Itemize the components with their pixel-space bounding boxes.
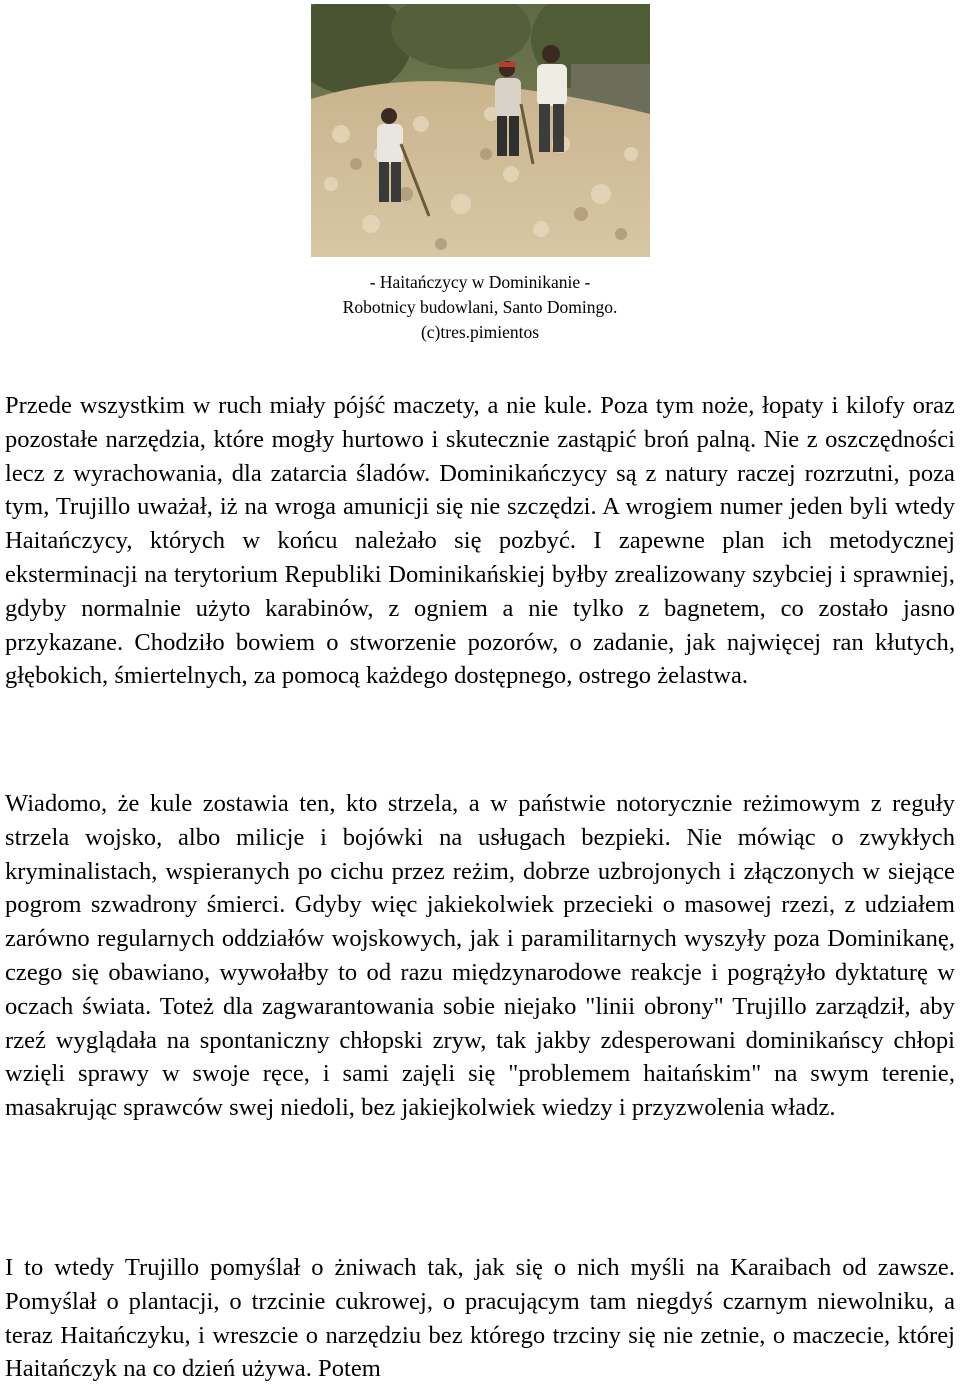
caption-credit: (c)tres.pimientos [420,322,540,342]
article-body [5,389,955,1389]
paragraph-1: Przede wszystkim w ruch miały pójść maczety, a nie kule. Poza tym noże, łopaty i kilofy oraz pozostałe narzędzia, które mogły hurtowo i skutecznie zastąpić broń palną. Nie z oszczędności lecz z wyrachowania, dla zatarcia śladów. Dominikańczycy są z natury raczej rozrzutni, poza tym, Trujillo uważał, iż na wroga amunicji się nie szczędzi. A wrogiem numer jeden byli wtedy Haitańczycy, których w końcu należało się pozbyć. I zapewne plan ich metodycznej eksterminacji na terytorium Republiki Dominikańskiej byłby zrealizowany szybciej i sprawniej, gdyby normalnie użyto karabinów, z ogniem a nie tylko z bagnetem, co zostało jasno przykazane. Chodziło bowiem o stworzenie pozorów, o zadanie, jak najwięcej ran kłutych, głębokich, śmiertelnych, za pomocą każdego dostępnego, ostrego żelastwa. [5,392,955,690]
caption-title: - Haitańczycy w Dominikanie - [369,272,591,292]
photo-caption [0,270,960,345]
construction-workers-photo [311,4,650,257]
paragraph-2: Wiadomo, że kule zostawia ten, kto strzela, a w państwie notorycznie reżimowym z reguły strzela wojsko, albo milicje i bojówki na usługach bezpieki. Nie mówiąc o zwykłych kryminalistach, wspieranych po cichu przez reżim, dobrze uzbrojonych i złączonych w siejące pogrom szwadrony śmierci. Gdyby więc jakiekolwiek przecieki o masowej rzezi, z udziałem zarówno regularnych oddziałów wojskowych, jak i paramilitarnych wyszyły poza Dominikanę, czego się obawiano, wywołałby to od razu międzynarodowe reakcje i pogrążyło dyktaturę w oczach świata. Toteż dla zagwarantowania sobie niejako "linii obrony" Trujillo zarządził, aby rzeź wyglądała na spontaniczny chłopski zryw, tak jakby zdesperowani dominikańscy chłopi wzięli sprawy w swoje ręce, i sami zajęli się "problemem haitańskim" na swym terenie, masakrując sprawców swej niedoli, bez jakiejkolwiek wiedzy i przyzwolenia władz. [5,790,955,1122]
paragraph-3: I to wtedy Trujillo pomyślał o żniwach tak, jak się o nich myśli na Karaibach od zawsze. Pomyślał o plantacji, o trzcinie cukrowej, o pracującym tam niegdyś czarnym niewolniku, a teraz Haitańczyku, i wreszcie o narzędziu bez którego trzciny się nie zetnie, o maczecie, której Haitańczyk na co dzień używa. Potem [5,1254,955,1383]
caption-description: Robotnicy budowlani, Santo Domingo. [342,297,618,317]
